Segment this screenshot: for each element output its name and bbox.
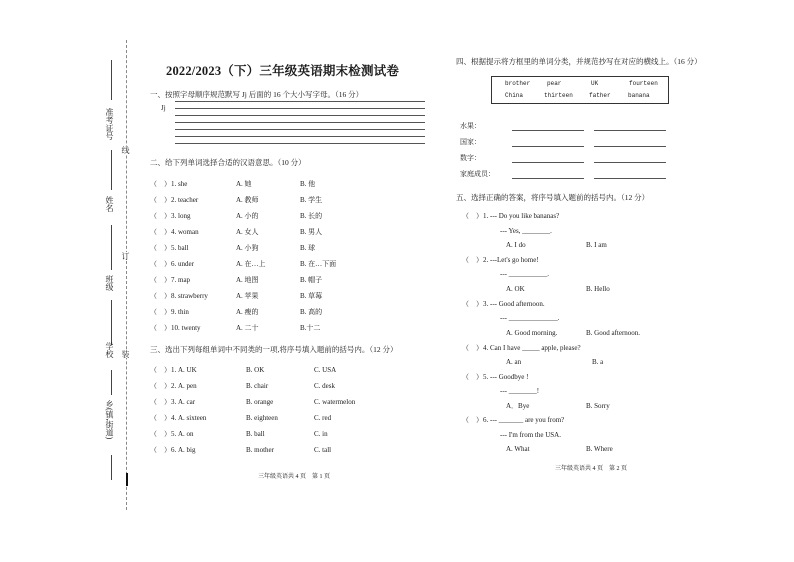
seal-marker: 装 <box>121 350 130 358</box>
township-label: 乡(镇,街道) <box>105 400 114 440</box>
item-stem: （ ）4. woman <box>150 228 199 236</box>
option-c: C. watermelon <box>314 398 356 406</box>
binding-margin <box>0 0 140 562</box>
list-item <box>150 292 410 302</box>
section1-start-letters: Jj <box>161 104 166 112</box>
item-stem: （ ）5. A. on <box>150 430 194 438</box>
item-stem: （ ）7. map <box>150 276 191 284</box>
item-stem: （ ）2. A. pen <box>150 382 197 390</box>
option-a: A. I do <box>506 241 526 249</box>
word-chip: banana <box>628 92 650 99</box>
list-item <box>150 382 410 392</box>
option-c: C. desk <box>314 382 335 390</box>
school-label: 学校 <box>105 342 114 358</box>
option-a: A. 二十 <box>236 324 259 332</box>
page-title: 2022/2023（下）三年级英语期末检测试卷 <box>166 64 400 78</box>
item-stem: （ ）4. A. sixteen <box>150 414 207 422</box>
question-reply: --- I'm from the USA. <box>500 431 561 439</box>
page-footer-left: 三年级英语共 4 页 第 1 页 <box>258 474 331 480</box>
list-item <box>150 414 410 424</box>
option-b: B. Where <box>586 445 613 453</box>
item-stem: （ ）3. A. car <box>150 398 196 406</box>
item-stem: （ ）3. long <box>150 212 191 220</box>
word-box <box>491 76 669 104</box>
item-stem: （ ）10. twenty <box>150 324 201 332</box>
option-a: A. Good morning. <box>506 329 558 337</box>
section5-heading: 五、选择正确的答案，将序号填入题前的括号内。（12 分） <box>456 193 650 202</box>
class-label: 班级 <box>105 275 114 291</box>
section1-heading: 一、按照字母顺序规范默写 Jj 后面的 16 个大小写字母。（16 分） <box>150 90 364 99</box>
word-chip: thirteen <box>544 92 573 99</box>
option-b: B. 男人 <box>300 228 323 236</box>
question-reply: --- Yes, ________. <box>500 227 552 235</box>
list-item <box>150 324 410 334</box>
option-c: C. in <box>314 430 328 438</box>
option-b: B. OK <box>246 366 265 374</box>
section2-heading: 二、给下列单词选择合适的汉语意思。（10 分） <box>150 158 306 167</box>
question-stem: （ ）6. --- _______ are you from? <box>462 416 565 424</box>
option-a: A. 在…上 <box>236 260 266 268</box>
category-family: 家庭成员： <box>460 170 495 178</box>
category-fruit: 水果： <box>460 122 481 130</box>
list-item <box>150 196 410 206</box>
option-a: A. 女人 <box>236 228 259 236</box>
option-b: B. Sorry <box>586 402 610 410</box>
list-item <box>150 430 410 440</box>
category-lines <box>460 122 680 184</box>
list-item <box>150 180 410 190</box>
item-stem: （ ）8. strawberry <box>150 292 208 300</box>
question-reply: --- ___________. <box>500 270 549 278</box>
section2-list <box>150 180 420 340</box>
option-a: A. 教师 <box>236 196 259 204</box>
word-chip: UK <box>591 80 599 87</box>
binding-dashed-line <box>126 40 127 510</box>
option-b: B. orange <box>246 398 274 406</box>
option-b: B. 在…下面 <box>300 260 337 268</box>
question-reply: --- ________! <box>500 387 540 395</box>
option-b: B. Good afternoon. <box>586 329 641 337</box>
category-number: 数字： <box>460 154 481 162</box>
option-b: B. 他 <box>300 180 316 188</box>
word-chip: father <box>589 92 611 99</box>
list-item <box>150 244 410 254</box>
list-item <box>150 308 410 318</box>
section5-list <box>462 212 702 457</box>
name-label: 姓名 <box>105 196 114 212</box>
option-c: C. red <box>314 414 332 422</box>
option-c: C. tall <box>314 446 332 454</box>
option-a: A．Bye <box>506 402 530 410</box>
list-item <box>150 260 410 270</box>
option-b: B. Hello <box>586 285 610 293</box>
option-a: A. an <box>506 358 522 366</box>
item-stem: （ ）1. she <box>150 180 188 188</box>
option-a: A. 瘦的 <box>236 308 259 316</box>
option-b: B. chair <box>246 382 269 390</box>
word-chip: brother <box>505 80 531 87</box>
option-c: C. USA <box>314 366 337 374</box>
section4-heading: 四、根据提示将方框里的单词分类，并规范抄写在对应的横线上。（16 分） <box>456 57 702 66</box>
category-country: 国家： <box>460 138 481 146</box>
option-a: A. 苹果 <box>236 292 259 300</box>
option-b: B. 帽子 <box>300 276 323 284</box>
line-marker: 线 <box>121 146 130 154</box>
option-b: B. 草莓 <box>300 292 323 300</box>
option-b: B. 高的 <box>300 308 323 316</box>
option-a: A. What <box>506 445 530 453</box>
item-stem: （ ）5. ball <box>150 244 189 252</box>
option-b: B. 球 <box>300 244 316 252</box>
option-b: B. mother <box>246 446 274 454</box>
item-stem: （ ）1. A. UK <box>150 366 197 374</box>
list-item <box>150 228 410 238</box>
option-a: A. 小的 <box>236 212 259 220</box>
option-b: B. I am <box>586 241 607 249</box>
page-footer-right: 三年级英语共 4 页 第 2 页 <box>555 466 628 472</box>
list-item <box>150 366 410 376</box>
option-a: A. 地图 <box>236 276 259 284</box>
question-stem: （ ）1. --- Do you like bananas? <box>462 212 560 220</box>
word-chip: fourteen <box>629 80 658 87</box>
list-item <box>150 398 410 408</box>
candidate-number-label: 准考证号 <box>105 108 114 140</box>
word-chip: pear <box>547 80 562 87</box>
question-stem: （ ）5. --- Goodbye ! <box>462 373 529 381</box>
item-stem: （ ）6. under <box>150 260 194 268</box>
question-stem: （ ）2. ---Let's go home! <box>462 256 539 264</box>
option-a: A. 小狗 <box>236 244 259 252</box>
item-stem: （ ）9. thin <box>150 308 189 316</box>
margin-tick <box>126 473 128 486</box>
item-stem: （ ）2. teacher <box>150 196 199 204</box>
option-b: B.十二 <box>300 324 321 332</box>
question-reply: --- ______________. <box>500 314 560 322</box>
list-item <box>150 212 410 222</box>
list-item <box>150 276 410 286</box>
item-stem: （ ）6. A. big <box>150 446 196 454</box>
option-b: B. a <box>592 358 604 366</box>
question-stem: （ ）3. --- Good afternoon. <box>462 300 545 308</box>
word-chip: China <box>505 92 524 99</box>
option-b: B. eighteen <box>246 414 278 422</box>
list-item <box>150 446 410 456</box>
question-stem: （ ）4. Can I have _____ apple, please? <box>462 344 581 352</box>
section3-list <box>150 366 420 461</box>
section3-heading: 三、选出下列每组单词中不同类的一项,将序号填入题前的括号内。（12 分） <box>150 345 398 354</box>
option-b: B. 长的 <box>300 212 323 220</box>
option-a: A. 她 <box>236 180 252 188</box>
option-a: A. OK <box>506 285 525 293</box>
bind-marker: 订 <box>121 252 130 260</box>
option-b: B. 学生 <box>300 196 323 204</box>
option-b: B. ball <box>246 430 265 438</box>
